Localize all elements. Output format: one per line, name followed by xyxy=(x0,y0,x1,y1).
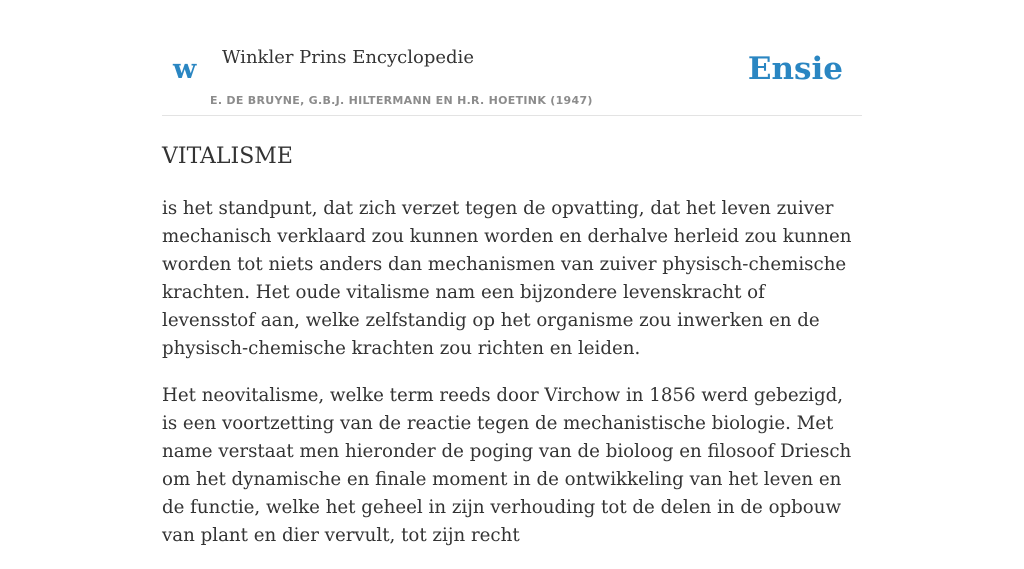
site-header xyxy=(162,0,862,116)
authors-line: E. DE BRUYNE, G.B.J. HILTERMANN EN H.R. HOETINK (1947) xyxy=(210,94,593,107)
entry-body xyxy=(162,195,862,550)
entry-paragraph: is het standpunt, dat zich verzet tegen de opvatting, dat het leven zuiver mechanisch verklaard zou kunnen worden en derhalve herleid zou kunnen worden tot niets anders dan mechanismen van zuiver physisch-chemische krachten. Het oude vitalisme nam een bijzondere levenskracht of levensstof aan, welke zelfstandig op het organisme zou inwerken en de physisch-chemische krachten zou richten en leiden. xyxy=(162,198,852,359)
page-container xyxy=(162,0,862,569)
ensie-logo[interactable]: Ensie xyxy=(747,51,843,87)
publication-logo[interactable]: w xyxy=(173,54,197,85)
entry-paragraph: Het neovitalisme, welke term reeds door Virchow in 1856 werd gebezigd, is een voortzetting van de reactie tegen de mechanistische biologie. Met name verstaat men hieronder de poging van de bioloog en filosoof Driesch om het dynamische en finale moment in de ontwikkeling van het leven en de functie, welke het geheel in zijn verhouding tot de delen in de opbouw van plant en dier vervult, tot zijn recht xyxy=(162,385,852,546)
publication-title[interactable]: Winkler Prins Encyclopedie xyxy=(222,47,474,68)
entry-title: VITALISME xyxy=(162,144,293,169)
